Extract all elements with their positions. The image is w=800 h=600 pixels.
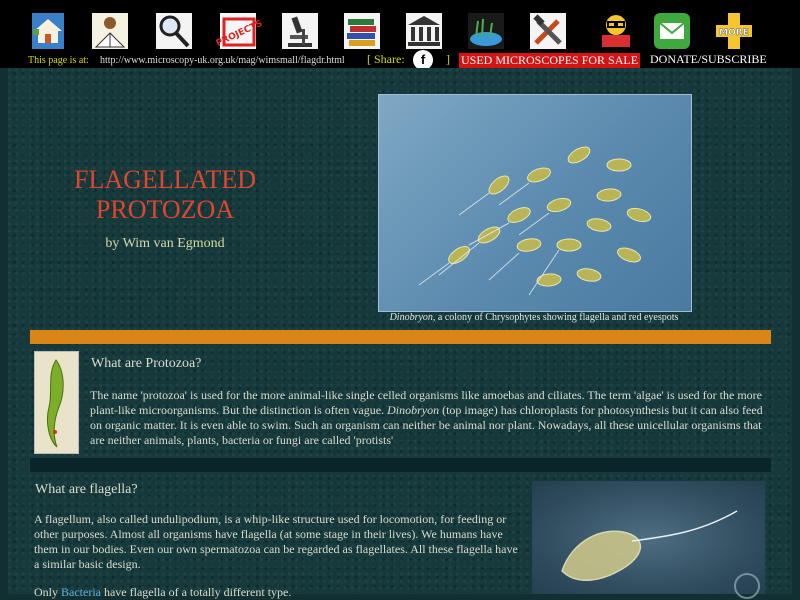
protozoa-text-b: (top image) has chloroplasts for photosynthesis but it can also feed on organic matter. It is even able to swim. Such an organism can neither be animal nor plant. Nowadays, all these unicellular organisms that are neither animals, plants, bacteria or fungi are called 'protists' [90,403,763,447]
paragraph-bacteria [34,585,520,600]
hero-caption [378,312,690,323]
dinobryon-colony-illustration [379,95,691,311]
home-icon[interactable] [26,10,70,52]
section-divider-dark [30,458,771,472]
flagellate-photo [532,481,765,594]
euglena-illustration [35,352,78,453]
caption-text: a colony of Chrysophytes showing flagella and red eyespots [435,312,679,323]
page-title [70,165,260,225]
euglena-thumbnail [34,351,79,454]
page-url[interactable]: http://www.microscopy-uk.org.uk/mag/wimsmall/flagdr.html [100,55,345,66]
svg-text:PROJECTS: PROJECTS [214,18,265,49]
magnifier-icon[interactable] [152,10,196,52]
flagellate-illustration [532,481,765,594]
url-label: This page is at: [28,55,89,66]
title-line-1: FLAGELLATED [74,165,256,194]
used-microscopes-link[interactable]: USED MICROSCOPES FOR SALE [461,53,639,67]
books-icon[interactable] [340,10,384,52]
reader-icon[interactable] [594,10,638,52]
museum-icon[interactable] [402,10,446,52]
tools-icon[interactable] [526,10,570,52]
hero-image-dinobryon [378,94,692,312]
bacteria-text-a: Only [34,585,61,599]
heading-what-are-flagella: What are flagella? [35,482,138,497]
heading-what-are-protozoa: What are Protozoa? [91,356,202,371]
projects-icon[interactable] [214,10,265,52]
paragraph-protozoa [90,388,770,448]
protozoa-text-italic: Dinobryon [387,403,440,417]
share-label: [ Share: [367,52,405,66]
author-byline: by Wim van Egmond [105,236,225,251]
section-divider-orange [30,330,771,344]
caption-genus: Dinobryon, [389,312,436,323]
bacteria-link[interactable]: Bacteria [61,585,101,599]
svg-text:MORE: MORE [719,28,749,38]
more-icon[interactable] [712,10,756,52]
top-navigation [0,0,800,68]
reading-icon[interactable] [88,10,132,52]
title-line-2: PROTOZOA [95,195,235,224]
donate-subscribe-link[interactable]: DONATE/SUBSCRIBE [650,52,767,66]
microscope-icon[interactable] [278,10,322,52]
pond-icon[interactable] [464,10,508,52]
url-line [0,53,800,68]
paragraph-flagella: A flagellum, also called undulipodium, is a whip-like structure used for locomotion, for feeding or other purposes. Almost all organisms have flagella (at some stage in their lives). We humans have them in our bodies. Even our own spermatozoa can be regarded as flagellates. All these flagella have a similar basic design. [34,512,518,571]
share-close-bracket: ] [446,52,450,66]
protozoa-text-a: The name 'protozoa' is used for the more animal-like single celled organisms like amoebas and ciliates. The term 'algae' is used for the more plant-like microorganisms. But the distinction is often vague. [90,388,762,417]
email-icon[interactable] [650,10,694,52]
bacteria-text-b: have flagella of a totally different type. [100,585,292,599]
facebook-share-icon[interactable]: f [413,50,433,70]
